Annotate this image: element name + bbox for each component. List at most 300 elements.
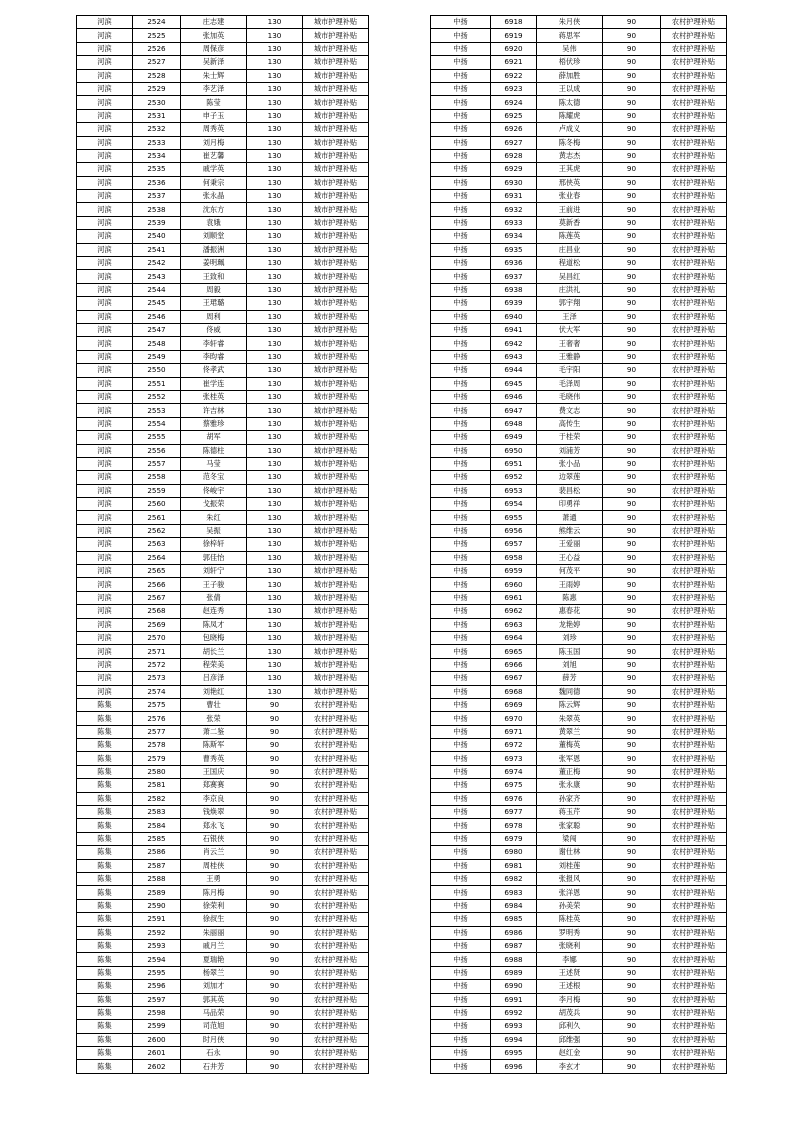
name-cell: 张加英	[181, 29, 247, 42]
serial-number-cell: 2602	[133, 1060, 181, 1073]
serial-number-cell: 2552	[133, 390, 181, 403]
amount-cell: 90	[603, 926, 661, 939]
amount-cell: 90	[247, 806, 303, 819]
name-cell: 孙家齐	[537, 792, 603, 805]
subsidy-type-cell: 农村护理补贴	[661, 457, 727, 470]
name-cell: 蔡雅珍	[181, 417, 247, 430]
amount-cell: 90	[247, 712, 303, 725]
amount-cell: 90	[603, 323, 661, 336]
table-row	[431, 310, 727, 323]
name-cell: 周保彦	[181, 42, 247, 55]
table-row	[77, 966, 369, 979]
table-row	[431, 96, 727, 109]
name-cell: 王珺璐	[181, 297, 247, 310]
table-row	[431, 364, 727, 377]
serial-number-cell: 6946	[491, 390, 537, 403]
amount-cell: 90	[247, 1020, 303, 1033]
name-cell: 朱月侠	[537, 16, 603, 29]
table-row	[77, 257, 369, 270]
amount-cell: 130	[247, 69, 303, 82]
name-cell: 陈玉国	[537, 645, 603, 658]
town-cell: 中扬	[431, 926, 491, 939]
town-cell: 中扬	[431, 123, 491, 136]
table-row	[431, 993, 727, 1006]
serial-number-cell: 2568	[133, 605, 181, 618]
amount-cell: 130	[247, 672, 303, 685]
amount-cell: 130	[247, 283, 303, 296]
amount-cell: 90	[603, 645, 661, 658]
table-row	[77, 109, 369, 122]
town-cell: 中扬	[431, 136, 491, 149]
subsidy-type-cell: 农村护理补贴	[303, 698, 369, 711]
name-cell: 朱丽丽	[181, 926, 247, 939]
amount-cell: 90	[247, 926, 303, 939]
serial-number-cell: 2581	[133, 779, 181, 792]
amount-cell: 90	[603, 29, 661, 42]
name-cell: 邢侠英	[537, 176, 603, 189]
amount-cell: 90	[603, 337, 661, 350]
name-cell: 莫新香	[537, 216, 603, 229]
serial-number-cell: 6984	[491, 899, 537, 912]
town-cell: 河滨	[77, 578, 133, 591]
amount-cell: 130	[247, 631, 303, 644]
serial-number-cell: 6983	[491, 886, 537, 899]
serial-number-cell: 2545	[133, 297, 181, 310]
serial-number-cell: 6927	[491, 136, 537, 149]
amount-cell: 130	[247, 297, 303, 310]
name-cell: 陈云辉	[537, 698, 603, 711]
town-cell: 中扬	[431, 457, 491, 470]
serial-number-cell: 2526	[133, 42, 181, 55]
town-cell: 河滨	[77, 417, 133, 430]
town-cell: 中扬	[431, 538, 491, 551]
amount-cell: 90	[603, 297, 661, 310]
table-row	[431, 444, 727, 457]
name-cell: 郑永飞	[181, 819, 247, 832]
subsidy-type-cell: 农村护理补贴	[661, 82, 727, 95]
table-row	[431, 431, 727, 444]
subsidy-type-cell: 农村护理补贴	[661, 203, 727, 216]
amount-cell: 130	[247, 203, 303, 216]
subsidy-type-cell: 农村护理补贴	[661, 337, 727, 350]
serial-number-cell: 6996	[491, 1060, 537, 1073]
name-cell: 董梅英	[537, 739, 603, 752]
name-cell: 佟峻宇	[181, 484, 247, 497]
subsidy-type-cell: 城市护理补贴	[303, 283, 369, 296]
amount-cell: 130	[247, 109, 303, 122]
subsidy-type-cell: 农村护理补贴	[303, 1006, 369, 1019]
name-cell: 于桂荣	[537, 431, 603, 444]
town-cell: 河滨	[77, 350, 133, 363]
table-row	[431, 337, 727, 350]
amount-cell: 90	[247, 1047, 303, 1060]
amount-cell: 90	[603, 832, 661, 845]
subsidy-type-cell: 城市护理补贴	[303, 471, 369, 484]
name-cell: 郭宇翔	[537, 297, 603, 310]
subsidy-type-cell: 农村护理补贴	[661, 966, 727, 979]
table-row	[77, 163, 369, 176]
table-row	[77, 725, 369, 738]
serial-number-cell: 2534	[133, 149, 181, 162]
serial-number-cell: 6968	[491, 685, 537, 698]
subsidy-type-cell: 农村护理补贴	[661, 377, 727, 390]
amount-cell: 90	[603, 243, 661, 256]
subsidy-type-cell: 城市护理补贴	[303, 190, 369, 203]
subsidy-type-cell: 农村护理补贴	[661, 176, 727, 189]
table-row	[431, 819, 727, 832]
serial-number-cell: 2570	[133, 631, 181, 644]
serial-number-cell: 2554	[133, 417, 181, 430]
town-cell: 陈集	[77, 846, 133, 859]
town-cell: 中扬	[431, 498, 491, 511]
table-row	[431, 270, 727, 283]
amount-cell: 90	[603, 484, 661, 497]
name-cell: 高传生	[537, 417, 603, 430]
serial-number-cell: 2592	[133, 926, 181, 939]
serial-number-cell: 2587	[133, 859, 181, 872]
serial-number-cell: 6930	[491, 176, 537, 189]
name-cell: 陈莹	[181, 96, 247, 109]
amount-cell: 90	[603, 899, 661, 912]
town-cell: 中扬	[431, 913, 491, 926]
serial-number-cell: 2540	[133, 230, 181, 243]
amount-cell: 90	[603, 350, 661, 363]
serial-number-cell: 6960	[491, 578, 537, 591]
subsidy-type-cell: 城市护理补贴	[303, 672, 369, 685]
serial-number-cell: 6966	[491, 658, 537, 671]
amount-cell: 130	[247, 216, 303, 229]
amount-cell: 130	[247, 658, 303, 671]
amount-cell: 90	[603, 203, 661, 216]
table-row	[431, 283, 727, 296]
table-row	[431, 926, 727, 939]
amount-cell: 90	[603, 56, 661, 69]
name-cell: 李轩睿	[181, 337, 247, 350]
subsidy-type-cell: 农村护理补贴	[661, 270, 727, 283]
town-cell: 中扬	[431, 109, 491, 122]
name-cell: 萧通	[537, 511, 603, 524]
amount-cell: 130	[247, 498, 303, 511]
town-cell: 中扬	[431, 792, 491, 805]
subsidy-type-cell: 农村护理补贴	[661, 752, 727, 765]
name-cell: 张桂英	[181, 390, 247, 403]
serial-number-cell: 6935	[491, 243, 537, 256]
table-row	[77, 310, 369, 323]
amount-cell: 90	[603, 444, 661, 457]
town-cell: 中扬	[431, 484, 491, 497]
subsidy-type-cell: 农村护理补贴	[661, 364, 727, 377]
name-cell: 邱利久	[537, 1020, 603, 1033]
amount-cell: 90	[603, 752, 661, 765]
name-cell: 姜明珮	[181, 257, 247, 270]
table-row	[431, 1020, 727, 1033]
amount-cell: 90	[603, 524, 661, 537]
table-row	[77, 672, 369, 685]
subsidy-type-cell: 城市护理补贴	[303, 337, 369, 350]
subsidy-type-cell: 城市护理补贴	[303, 149, 369, 162]
amount-cell: 90	[603, 404, 661, 417]
amount-cell: 90	[603, 190, 661, 203]
subsidy-type-cell: 城市护理补贴	[303, 109, 369, 122]
table-row	[431, 591, 727, 604]
subsidy-type-cell: 城市护理补贴	[303, 364, 369, 377]
subsidy-type-cell: 农村护理补贴	[661, 712, 727, 725]
name-cell: 马莹	[181, 457, 247, 470]
table-row	[431, 618, 727, 631]
name-cell: 李月梅	[537, 993, 603, 1006]
subsidy-type-cell: 农村护理补贴	[661, 725, 727, 738]
town-cell: 陈集	[77, 832, 133, 845]
amount-cell: 90	[603, 605, 661, 618]
town-cell: 中扬	[431, 739, 491, 752]
table-row	[431, 725, 727, 738]
subsidy-type-cell: 农村护理补贴	[303, 953, 369, 966]
town-cell: 中扬	[431, 993, 491, 1006]
table-row	[77, 980, 369, 993]
subsidy-type-cell: 农村护理补贴	[303, 993, 369, 1006]
subsidy-type-cell: 农村护理补贴	[661, 886, 727, 899]
name-cell: 李玄才	[537, 1060, 603, 1073]
subsidy-type-cell: 城市护理补贴	[303, 243, 369, 256]
serial-number-cell: 6922	[491, 69, 537, 82]
subsidy-type-cell: 城市护理补贴	[303, 457, 369, 470]
serial-number-cell: 6941	[491, 323, 537, 336]
town-cell: 中扬	[431, 658, 491, 671]
serial-number-cell: 2597	[133, 993, 181, 1006]
subsidy-type-cell: 农村护理补贴	[661, 109, 727, 122]
town-cell: 中扬	[431, 243, 491, 256]
amount-cell: 130	[247, 645, 303, 658]
serial-number-cell: 2555	[133, 431, 181, 444]
amount-cell: 90	[603, 149, 661, 162]
table-row	[431, 779, 727, 792]
table-row	[77, 203, 369, 216]
table-row	[431, 323, 727, 336]
subsidy-type-cell: 城市护理补贴	[303, 69, 369, 82]
name-cell: 周桂侠	[181, 859, 247, 872]
table-row	[431, 457, 727, 470]
amount-cell: 90	[603, 939, 661, 952]
subsidy-type-cell: 城市护理补贴	[303, 605, 369, 618]
serial-number-cell: 6924	[491, 96, 537, 109]
town-cell: 中扬	[431, 698, 491, 711]
table-row	[77, 859, 369, 872]
table-row	[431, 82, 727, 95]
serial-number-cell: 2591	[133, 913, 181, 926]
town-cell: 中扬	[431, 29, 491, 42]
subsidy-type-cell: 城市护理补贴	[303, 645, 369, 658]
serial-number-cell: 6977	[491, 806, 537, 819]
table-row	[77, 752, 369, 765]
name-cell: 钱焕翠	[181, 806, 247, 819]
subsidy-type-cell: 城市护理补贴	[303, 163, 369, 176]
amount-cell: 130	[247, 538, 303, 551]
serial-number-cell: 2566	[133, 578, 181, 591]
town-cell: 陈集	[77, 913, 133, 926]
table-row	[77, 390, 369, 403]
subsidy-type-cell: 农村护理补贴	[661, 1033, 727, 1046]
name-cell: 王泽	[537, 310, 603, 323]
subsidy-type-cell: 城市护理补贴	[303, 310, 369, 323]
table-row	[77, 1006, 369, 1019]
name-cell: 郭其英	[181, 993, 247, 1006]
amount-cell: 90	[603, 82, 661, 95]
name-cell: 陈凤才	[181, 618, 247, 631]
town-cell: 中扬	[431, 149, 491, 162]
town-cell: 中扬	[431, 323, 491, 336]
table-row	[431, 149, 727, 162]
serial-number-cell: 2560	[133, 498, 181, 511]
subsidy-type-cell: 农村护理补贴	[661, 1047, 727, 1060]
serial-number-cell: 6962	[491, 605, 537, 618]
table-row	[77, 149, 369, 162]
amount-cell: 90	[603, 457, 661, 470]
subsidy-type-cell: 农村护理补贴	[661, 417, 727, 430]
serial-number-cell: 2550	[133, 364, 181, 377]
name-cell: 刘顺堂	[181, 230, 247, 243]
serial-number-cell: 6937	[491, 270, 537, 283]
subsidy-type-cell: 农村护理补贴	[661, 1006, 727, 1019]
table-row	[431, 498, 727, 511]
serial-number-cell: 6949	[491, 431, 537, 444]
subsidy-type-cell: 农村护理补贴	[303, 873, 369, 886]
table-row	[431, 471, 727, 484]
town-cell: 陈集	[77, 806, 133, 819]
subsidy-type-cell: 城市护理补贴	[303, 297, 369, 310]
serial-number-cell: 2539	[133, 216, 181, 229]
table-row	[77, 484, 369, 497]
town-cell: 陈集	[77, 873, 133, 886]
serial-number-cell: 6965	[491, 645, 537, 658]
name-cell: 肖云兰	[181, 846, 247, 859]
subsidy-type-cell: 农村护理补贴	[661, 216, 727, 229]
table-row	[77, 216, 369, 229]
amount-cell: 90	[603, 216, 661, 229]
name-cell: 戈振荣	[181, 498, 247, 511]
amount-cell: 130	[247, 685, 303, 698]
name-cell: 朱士辉	[181, 69, 247, 82]
subsidy-type-cell: 城市护理补贴	[303, 136, 369, 149]
town-cell: 陈集	[77, 966, 133, 979]
subsidy-type-cell: 城市护理补贴	[303, 16, 369, 29]
town-cell: 中扬	[431, 203, 491, 216]
amount-cell: 90	[247, 939, 303, 952]
town-cell: 中扬	[431, 471, 491, 484]
amount-cell: 130	[247, 136, 303, 149]
table-row	[431, 886, 727, 899]
amount-cell: 90	[603, 538, 661, 551]
serial-number-cell: 6967	[491, 672, 537, 685]
table-row	[77, 337, 369, 350]
amount-cell: 90	[603, 739, 661, 752]
table-row	[431, 645, 727, 658]
table-row	[77, 283, 369, 296]
serial-number-cell: 2543	[133, 270, 181, 283]
name-cell: 王雅静	[537, 350, 603, 363]
amount-cell: 90	[247, 779, 303, 792]
table-row	[431, 565, 727, 578]
serial-number-cell: 6956	[491, 524, 537, 537]
serial-number-cell: 6985	[491, 913, 537, 926]
serial-number-cell: 6919	[491, 29, 537, 42]
table-row	[77, 16, 369, 29]
serial-number-cell: 2528	[133, 69, 181, 82]
table-row	[431, 524, 727, 537]
subsidy-type-cell: 农村护理补贴	[661, 899, 727, 912]
table-row	[431, 631, 727, 644]
name-cell: 吴昌红	[537, 270, 603, 283]
table-row	[431, 1047, 727, 1060]
table-row	[77, 993, 369, 1006]
name-cell: 陈冬梅	[537, 136, 603, 149]
town-cell: 中扬	[431, 685, 491, 698]
serial-number-cell: 6947	[491, 404, 537, 417]
subsidy-type-cell: 农村护理补贴	[303, 819, 369, 832]
serial-number-cell: 6954	[491, 498, 537, 511]
amount-cell: 90	[603, 672, 661, 685]
serial-number-cell: 6972	[491, 739, 537, 752]
table-row	[431, 257, 727, 270]
name-cell: 吴伟	[537, 42, 603, 55]
town-cell: 河滨	[77, 524, 133, 537]
town-cell: 陈集	[77, 993, 133, 1006]
subsidy-type-cell: 农村护理补贴	[661, 511, 727, 524]
town-cell: 中扬	[431, 16, 491, 29]
subsidy-type-cell: 城市护理补贴	[303, 685, 369, 698]
town-cell: 中扬	[431, 283, 491, 296]
town-cell: 河滨	[77, 257, 133, 270]
amount-cell: 90	[247, 698, 303, 711]
town-cell: 中扬	[431, 42, 491, 55]
subsidy-type-cell: 农村护理补贴	[661, 551, 727, 564]
table-row	[77, 658, 369, 671]
name-cell: 李娜	[537, 953, 603, 966]
serial-number-cell: 2561	[133, 511, 181, 524]
table-row	[431, 712, 727, 725]
amount-cell: 90	[603, 283, 661, 296]
amount-cell: 130	[247, 618, 303, 631]
subsidy-type-cell: 农村护理补贴	[661, 431, 727, 444]
town-cell: 河滨	[77, 591, 133, 604]
serial-number-cell: 6981	[491, 859, 537, 872]
town-cell: 中扬	[431, 765, 491, 778]
serial-number-cell: 2572	[133, 658, 181, 671]
amount-cell: 90	[603, 69, 661, 82]
town-cell: 中扬	[431, 1047, 491, 1060]
amount-cell: 130	[247, 243, 303, 256]
town-cell: 中扬	[431, 377, 491, 390]
town-cell: 中扬	[431, 56, 491, 69]
table-row	[77, 42, 369, 55]
town-cell: 中扬	[431, 163, 491, 176]
subsidy-type-cell: 城市护理补贴	[303, 565, 369, 578]
amount-cell: 90	[603, 698, 661, 711]
amount-cell: 90	[247, 846, 303, 859]
name-cell: 张永康	[537, 779, 603, 792]
serial-number-cell: 6957	[491, 538, 537, 551]
amount-cell: 90	[247, 873, 303, 886]
serial-number-cell: 2567	[133, 591, 181, 604]
table-row	[431, 672, 727, 685]
serial-number-cell: 2588	[133, 873, 181, 886]
subsidy-type-cell: 农村护理补贴	[661, 926, 727, 939]
table-row	[77, 1020, 369, 1033]
name-cell: 刘艳红	[181, 685, 247, 698]
name-cell: 崔艺馨	[181, 149, 247, 162]
town-cell: 陈集	[77, 953, 133, 966]
serial-number-cell: 2599	[133, 1020, 181, 1033]
amount-cell: 90	[247, 899, 303, 912]
